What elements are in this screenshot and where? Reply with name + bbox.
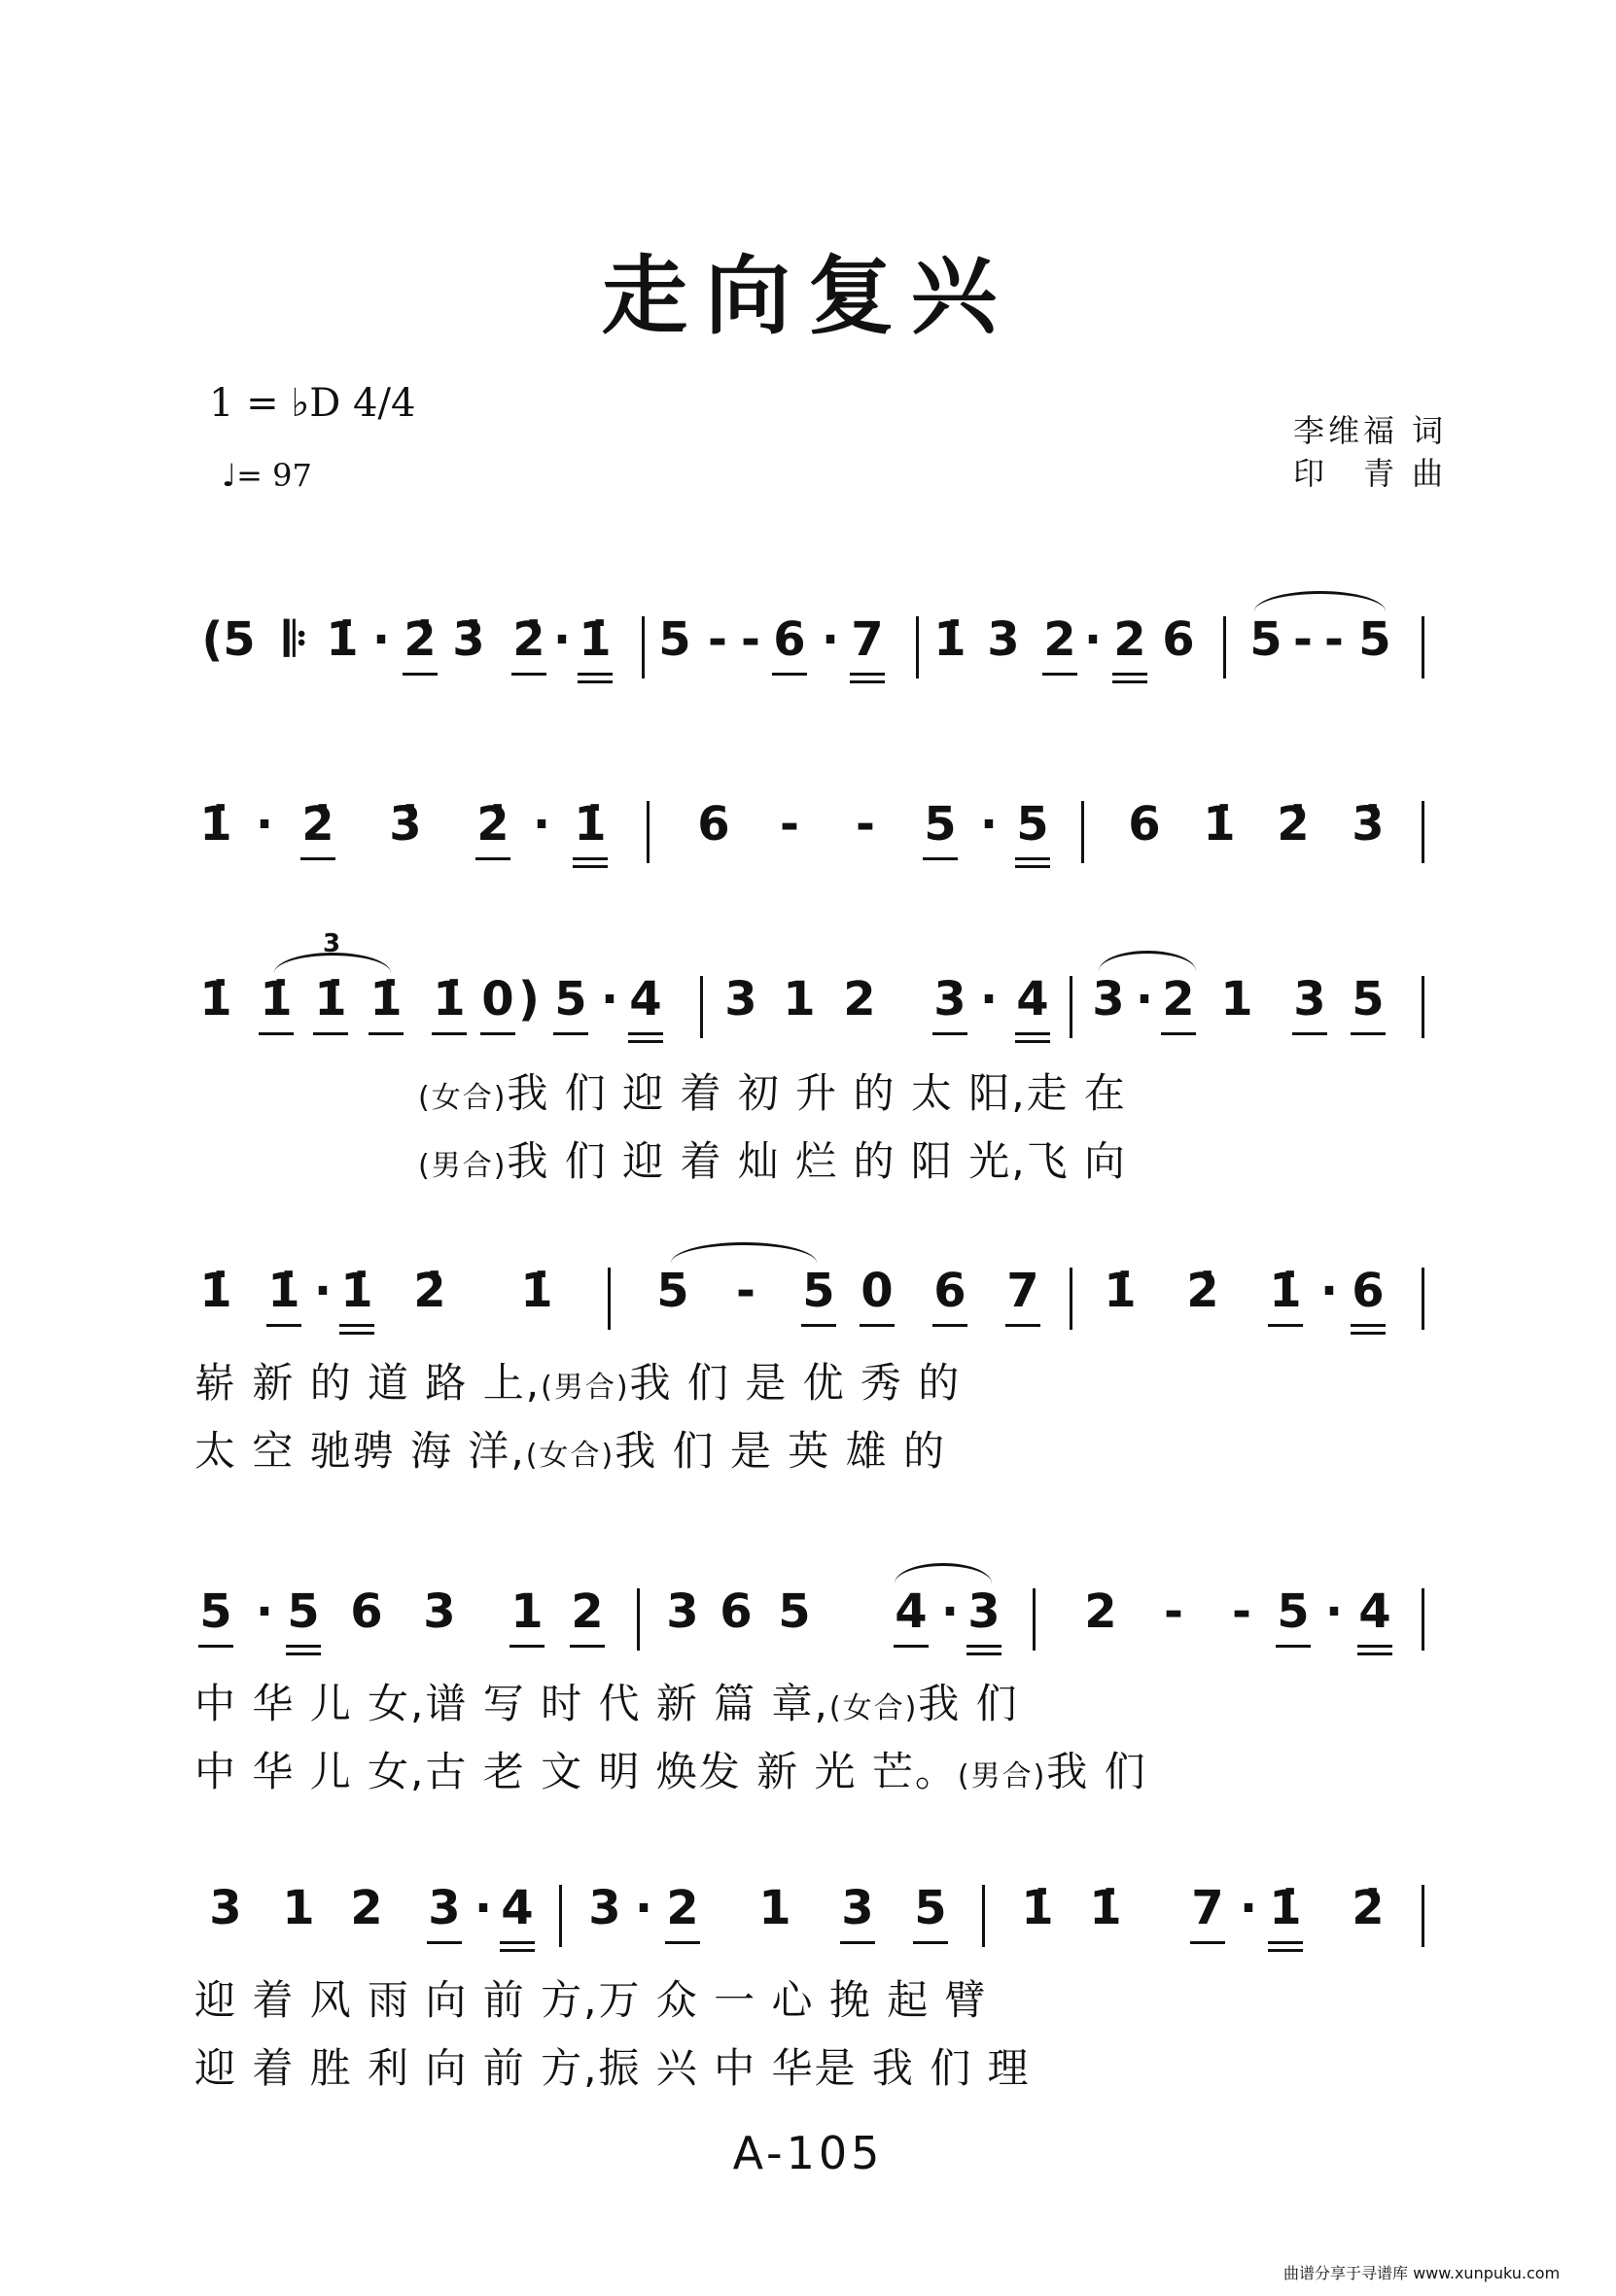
note: 4	[1353, 1584, 1396, 1639]
dot: ·	[255, 1584, 274, 1639]
note: 1̇	[428, 972, 471, 1026]
note: 2	[1038, 612, 1081, 667]
note: 1	[506, 1584, 548, 1639]
note: 5	[549, 972, 592, 1026]
dash: -	[856, 797, 875, 852]
barline	[700, 976, 703, 1038]
note: 1̇	[199, 797, 232, 852]
note: 1̇	[255, 972, 298, 1026]
note: 6	[1162, 612, 1195, 667]
note: 6	[1128, 797, 1161, 852]
note: 2	[350, 1881, 383, 1935]
note: 1̇	[1089, 1881, 1122, 1935]
note: 1	[282, 1881, 315, 1935]
note: 1	[1220, 972, 1253, 1026]
note: 6	[1347, 1264, 1389, 1318]
note: 5	[919, 797, 962, 852]
tempo-marking: ♩= 97	[222, 457, 312, 494]
note: 3	[929, 972, 971, 1026]
note: 5	[1011, 797, 1054, 852]
lyric-line-male: (男合)我 们 迎 着 灿 烂 的 阳 光,飞 向	[418, 1137, 1127, 1185]
dot: ·	[532, 797, 551, 852]
note: 2̇	[508, 612, 550, 667]
composer-credit: 印 青 曲	[1293, 455, 1448, 492]
note: 1̇	[1264, 1264, 1307, 1318]
note: 3	[1288, 972, 1331, 1026]
note: 6	[350, 1584, 383, 1639]
note: 4	[496, 1881, 539, 1935]
barline	[1070, 1268, 1072, 1330]
footer-credit: 曲谱分享于寻谱库 www.xunpuku.com	[1283, 2264, 1561, 2282]
note: 2	[661, 1881, 704, 1935]
note: 3	[1092, 972, 1125, 1026]
barline	[647, 801, 650, 863]
triplet-mark: 3	[323, 929, 341, 958]
note: 5	[282, 1584, 325, 1639]
note: 5	[1272, 1584, 1315, 1639]
note: 1̇	[1264, 1881, 1307, 1935]
note: 3	[209, 1881, 242, 1935]
note: 1̇	[933, 612, 966, 667]
note: 5	[909, 1881, 952, 1935]
note: 2	[1108, 612, 1151, 667]
note: 1	[783, 972, 816, 1026]
note: 5	[778, 1584, 811, 1639]
note: 1̇	[309, 972, 352, 1026]
lyric-line-verse1: 迎 着 风 雨 向 前 方,万 众 一 心 挽 起 臂	[194, 1976, 988, 2024]
barline	[1081, 801, 1084, 863]
dot: ·	[371, 612, 391, 667]
note: 2̇	[413, 1264, 446, 1318]
notation-row-1	[0, 612, 1616, 768]
dot: ·	[1083, 612, 1103, 667]
dot: ·	[474, 1881, 493, 1935]
rest: 0	[476, 972, 519, 1026]
dot: ·	[979, 972, 999, 1026]
notation-row-2	[0, 797, 1616, 953]
dash: -	[780, 797, 799, 852]
note: 2̇	[297, 797, 339, 852]
barline	[559, 1885, 562, 1947]
note: 6	[720, 1584, 753, 1639]
dot: ·	[552, 612, 572, 667]
tie	[1099, 951, 1196, 971]
note: 5	[658, 612, 691, 667]
note: 6	[929, 1264, 971, 1318]
note: 5	[1347, 972, 1389, 1026]
key-signature: 1 = ♭D 4/4	[209, 381, 416, 426]
note: 1̇	[569, 797, 612, 852]
page-number: A-105	[732, 2127, 884, 2179]
dash: -	[741, 612, 760, 667]
note: 1̇	[574, 612, 616, 667]
note: 3	[666, 1584, 699, 1639]
barline	[982, 1885, 985, 1947]
note: 3̇	[1352, 797, 1385, 852]
note: 2̇	[399, 612, 441, 667]
tie	[671, 1242, 817, 1263]
barline	[1422, 801, 1424, 863]
dot: ·	[821, 612, 840, 667]
lyric-line-verse1: 崭 新 的 道 路 上,(男合)我 们 是 优 秀 的	[194, 1359, 962, 1407]
note: 5	[797, 1264, 840, 1318]
barline	[1422, 1268, 1424, 1330]
note: 6	[768, 612, 811, 667]
barline	[1422, 1885, 1424, 1947]
dash: -	[708, 612, 727, 667]
note: 6	[697, 797, 730, 852]
tie	[1254, 591, 1386, 611]
note: 1̇	[365, 972, 407, 1026]
dot: ·	[634, 1881, 653, 1935]
barline	[1422, 616, 1424, 678]
lyric-line-verse2: 太 空 驰骋 海 洋,(女合)我 们 是 英 雄 的	[194, 1427, 946, 1475]
dot: ·	[1135, 972, 1154, 1026]
note: (5	[201, 612, 256, 667]
barline	[1070, 976, 1072, 1038]
note: 5	[656, 1264, 689, 1318]
note: 1̇	[335, 1264, 378, 1318]
note: 3̇	[389, 797, 422, 852]
dash: -	[1164, 1584, 1183, 1639]
note: 3	[836, 1881, 879, 1935]
lyric-line-verse2: 迎 着 胜 利 向 前 方,振 兴 中 华是 我 们 理	[194, 2044, 1031, 2092]
dot: ·	[255, 797, 274, 852]
note: 7	[846, 612, 889, 667]
note: 3	[588, 1881, 621, 1935]
note: 1̇	[1203, 797, 1236, 852]
note: 4	[624, 972, 667, 1026]
barline	[1033, 1588, 1036, 1651]
note: 2	[1084, 1584, 1117, 1639]
note: 1̇	[199, 1264, 232, 1318]
note: 5	[194, 1584, 237, 1639]
note: 4	[890, 1584, 932, 1639]
lyric-line-female: (女合)我 们 迎 着 初 升 的 太 阳,走 在	[418, 1069, 1127, 1117]
barline	[637, 1588, 640, 1651]
barline	[1422, 1588, 1424, 1651]
note: 2	[843, 972, 876, 1026]
dot: ·	[313, 1264, 333, 1318]
lyricist-credit: 李维福 词	[1293, 412, 1448, 449]
dot: ·	[1239, 1881, 1258, 1935]
dash: -	[736, 1264, 755, 1318]
note: 2̇	[1277, 797, 1310, 852]
note: 3̇	[452, 612, 485, 667]
paren-close: )	[518, 972, 540, 1026]
dot: ·	[979, 797, 999, 852]
barline	[642, 616, 645, 678]
note: 3	[423, 1584, 456, 1639]
barline	[916, 616, 919, 678]
note: 2̇	[472, 797, 514, 852]
note: 2	[566, 1584, 609, 1639]
note: 4	[1011, 972, 1054, 1026]
dot: ·	[940, 1584, 960, 1639]
note: 7	[1186, 1881, 1229, 1935]
note: 5	[1358, 612, 1391, 667]
note: 2̇	[1186, 1264, 1219, 1318]
note: 3	[724, 972, 757, 1026]
dash: -	[1232, 1584, 1251, 1639]
note: 1̇	[263, 1264, 305, 1318]
note: 1	[758, 1881, 791, 1935]
note: 2	[1157, 972, 1200, 1026]
rest: 0	[856, 1264, 898, 1318]
note: 5	[1249, 612, 1282, 667]
note: 1̇	[1104, 1264, 1137, 1318]
note: 2̇	[1352, 1881, 1385, 1935]
note: 1̇	[520, 1264, 553, 1318]
note: 3	[963, 1584, 1005, 1639]
dash: -	[1324, 612, 1344, 667]
barline	[608, 1268, 611, 1330]
note: 3	[423, 1881, 466, 1935]
dot: ·	[600, 972, 619, 1026]
dot: ·	[1324, 1584, 1344, 1639]
barline	[1422, 976, 1424, 1038]
lyric-line-verse2: 中 华 儿 女,古 老 文 明 焕发 新 光 芒。(男合)我 们	[194, 1748, 1147, 1795]
note: 1̇	[199, 972, 232, 1026]
dot: ·	[1319, 1264, 1339, 1318]
lyric-line-verse1: 中 华 儿 女,谱 写 时 代 新 篇 章,(女合)我 们	[194, 1680, 1019, 1727]
note: 1̇	[1021, 1881, 1054, 1935]
tie	[895, 1563, 992, 1583]
song-title: 走向复兴	[601, 246, 1014, 346]
barline	[1223, 616, 1226, 678]
dash: -	[1293, 612, 1313, 667]
note: 3	[987, 612, 1020, 667]
repeat-start: 𝄆	[284, 612, 307, 667]
note: 1̇	[326, 612, 359, 667]
note: 7	[1001, 1264, 1044, 1318]
